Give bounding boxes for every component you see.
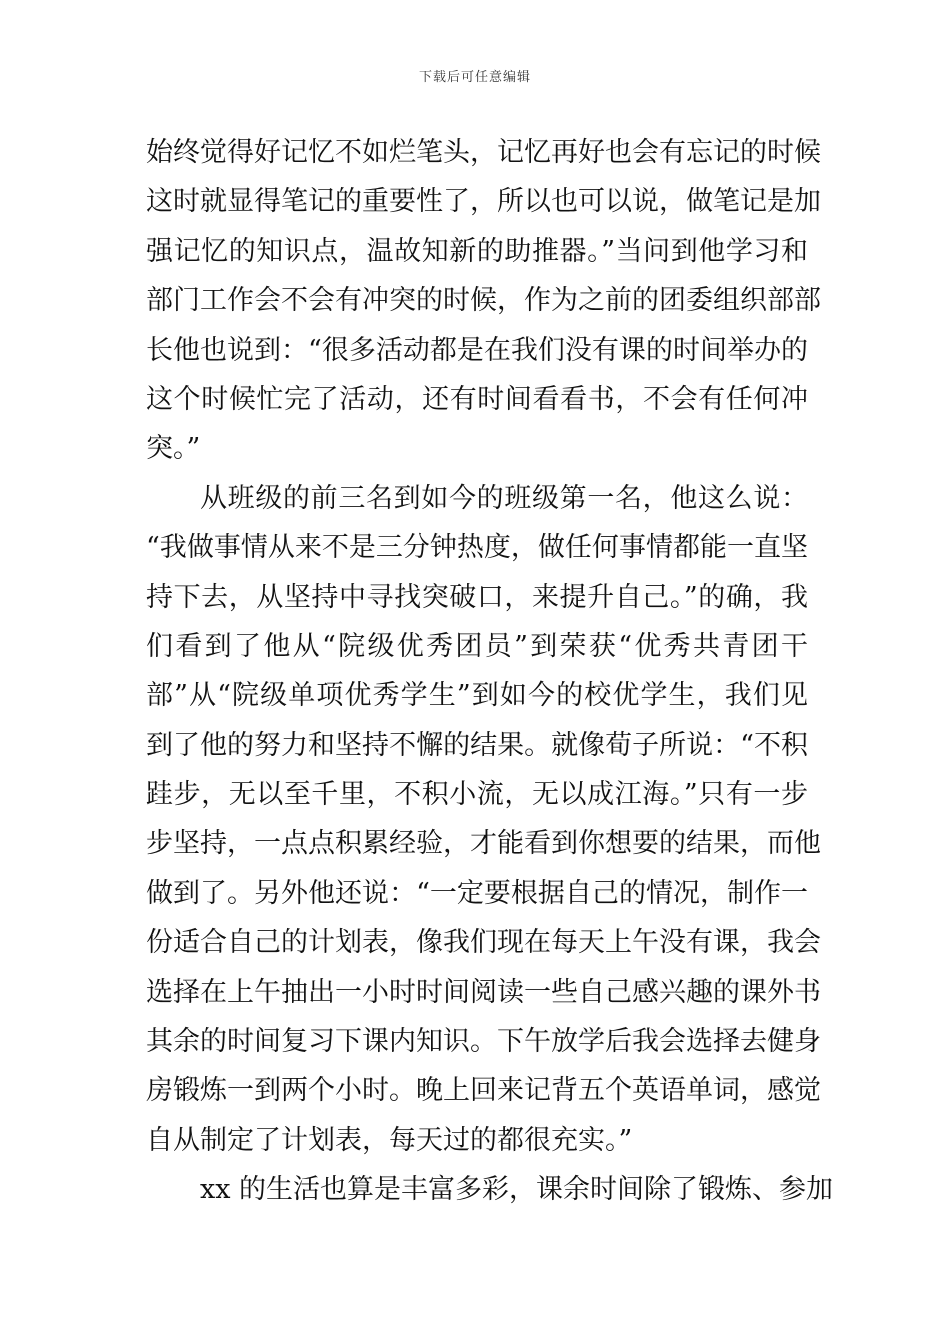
- text-line: xx 的生活也算是丰富多彩，课余时间除了锻炼、参加: [200, 1174, 834, 1206]
- text-line: 跬步，无以至千里，不积小流，无以成江海。”只有一步: [146, 779, 808, 811]
- paragraph: [146, 1165, 834, 1214]
- document-body: [146, 128, 834, 1215]
- text-line: 步坚持，一点点积累经验，才能看到你想要的结果，而他: [146, 828, 821, 860]
- text-line: 选择在上午抽出一小时时间阅读一些自己感兴趣的课外书: [146, 976, 821, 1008]
- text-line: 部”从“院级单项优秀学生”到如今的校优学生，我们见: [146, 680, 808, 712]
- text-line: 们看到了他从“院级优秀团员”到荣获“优秀共青团干: [146, 630, 808, 662]
- text-line: 从班级的前三名到如今的班级第一名，他这么说：: [200, 482, 808, 514]
- text-line: 长他也说到：“很多活动都是在我们没有课的时间举办的: [146, 334, 808, 366]
- text-line: 始终觉得好记忆不如烂笔头，记忆再好也会有忘记的时候: [146, 137, 821, 168]
- text-line: 这个时候忙完了活动，还有时间看看书，不会有任何冲: [146, 383, 808, 415]
- text-line: 强记忆的知识点，温故知新的助推器。”当问到他学习和: [146, 235, 808, 267]
- text-line: 房锻炼一到两个小时。晚上回来记背五个英语单词，感觉: [146, 1075, 821, 1107]
- text-line: 做到了。另外他还说：“一定要根据自己的情况，制作一: [146, 877, 808, 909]
- page-header: 下载后可任意编辑: [418, 70, 531, 85]
- text-line: 自从制定了计划表，每天过的都很充实。”: [146, 1124, 633, 1156]
- paragraph: [146, 474, 821, 1165]
- text-line: “我做事情从来不是三分钟热度，做任何事情都能一直坚: [146, 532, 808, 564]
- text-line: 突。”: [146, 433, 201, 465]
- text-line: 份适合自己的计划表，像我们现在每天上午没有课，我会: [146, 927, 821, 959]
- text-line: 部门工作会不会有冲突的时候，作为之前的团委组织部部: [146, 285, 821, 317]
- text-line: 这时就显得笔记的重要性了，所以也可以说，做笔记是加: [146, 186, 821, 218]
- text-line: 持下去，从坚持中寻找突破口，来提升自己。”的确，我: [146, 581, 808, 613]
- text-line: 其余的时间复习下课内知识。下午放学后我会选择去健身: [146, 1026, 821, 1058]
- text-line: 到了他的努力和坚持不懈的结果。就像荀子所说：“不积: [146, 729, 808, 761]
- paragraph: [146, 128, 821, 474]
